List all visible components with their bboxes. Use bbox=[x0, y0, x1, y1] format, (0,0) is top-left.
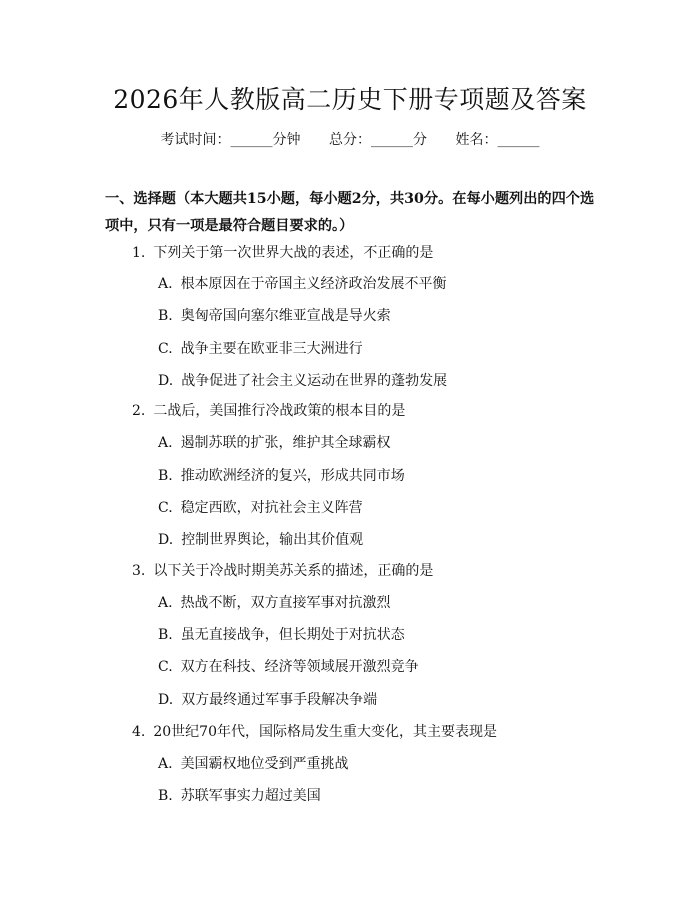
option-text: 奥匈帝国向塞尔维亚宣战是导火索 bbox=[180, 308, 391, 324]
question-text: 20世纪70年代，国际格局发生重大变化，其主要表现是 bbox=[153, 724, 497, 740]
question-3-option-d bbox=[158, 689, 377, 711]
question-3 bbox=[132, 560, 433, 582]
question-number: 1. bbox=[132, 245, 146, 261]
question-1 bbox=[132, 242, 433, 264]
option-letter: D. bbox=[158, 532, 174, 548]
option-text: 双方在科技、经济等领域展开激烈竞争 bbox=[180, 659, 419, 675]
question-4-option-a bbox=[158, 753, 349, 775]
option-letter: C. bbox=[158, 341, 173, 357]
question-2 bbox=[132, 400, 405, 422]
option-text: 遏制苏联的扩张，维护其全球霸权 bbox=[180, 435, 391, 451]
student-name-field: 姓名：______ bbox=[455, 132, 540, 148]
option-text: 推动欧洲经济的复兴，形成共同市场 bbox=[180, 468, 405, 484]
option-letter: B. bbox=[158, 308, 173, 324]
question-number: 4. bbox=[132, 724, 146, 740]
option-letter: B. bbox=[158, 627, 173, 643]
page-title: 2026年人教版高二历史下册专项题及答案 bbox=[113, 85, 587, 114]
option-letter: B. bbox=[158, 468, 173, 484]
exam-time-field: 考试时间：______分钟 bbox=[160, 132, 301, 148]
question-2-option-d bbox=[158, 529, 363, 551]
option-text: 热战不断，双方直接军事对抗激烈 bbox=[180, 595, 391, 611]
option-letter: C. bbox=[158, 500, 173, 516]
option-letter: D. bbox=[158, 692, 174, 708]
exam-meta bbox=[0, 128, 700, 152]
question-number: 2. bbox=[132, 403, 146, 419]
question-text: 二战后，美国推行冷战政策的根本目的是 bbox=[153, 403, 406, 419]
option-text: 根本原因在于帝国主义经济政治发展不平衡 bbox=[180, 276, 447, 292]
option-text: 苏联军事实力超过美国 bbox=[180, 788, 321, 804]
section-heading: 一、选择题（本大题共15小题，每小题2分，共30分。在每小题列出的四个选项中，只有一项是最符合题目要求的。） bbox=[105, 191, 595, 234]
option-letter: C. bbox=[158, 659, 173, 675]
option-text: 战争促进了社会主义运动在世界的蓬勃发展 bbox=[181, 373, 448, 389]
question-1-option-b bbox=[158, 305, 391, 327]
question-4 bbox=[132, 721, 497, 743]
question-4-option-b bbox=[158, 785, 321, 807]
option-letter: A. bbox=[158, 756, 173, 772]
question-number: 3. bbox=[132, 563, 146, 579]
total-score-field: 总分：______分 bbox=[329, 132, 427, 148]
option-text: 美国霸权地位受到严重挑战 bbox=[180, 756, 349, 772]
option-letter: A. bbox=[158, 276, 173, 292]
option-text: 虽无直接战争，但长期处于对抗状态 bbox=[180, 627, 405, 643]
option-text: 战争主要在欧亚非三大洲进行 bbox=[180, 341, 363, 357]
option-letter: D. bbox=[158, 373, 174, 389]
question-3-option-c bbox=[158, 656, 419, 678]
option-text: 控制世界舆论，输出其价值观 bbox=[181, 532, 364, 548]
option-letter: A. bbox=[158, 595, 173, 611]
question-text: 以下关于冷战时期美苏关系的描述，正确的是 bbox=[153, 563, 434, 579]
question-1-option-d bbox=[158, 370, 447, 392]
option-letter: B. bbox=[158, 788, 173, 804]
question-text: 下列关于第一次世界大战的表述，不正确的是 bbox=[153, 245, 434, 261]
question-3-option-a bbox=[158, 592, 391, 614]
question-1-option-c bbox=[158, 338, 363, 360]
question-3-option-b bbox=[158, 624, 405, 646]
question-2-option-c bbox=[158, 497, 363, 519]
option-text: 稳定西欧，对抗社会主义阵营 bbox=[180, 500, 363, 516]
option-letter: A. bbox=[158, 435, 173, 451]
question-1-option-a bbox=[158, 273, 447, 295]
question-2-option-b bbox=[158, 465, 405, 487]
question-2-option-a bbox=[158, 432, 391, 454]
option-text: 双方最终通过军事手段解决争端 bbox=[181, 692, 378, 708]
